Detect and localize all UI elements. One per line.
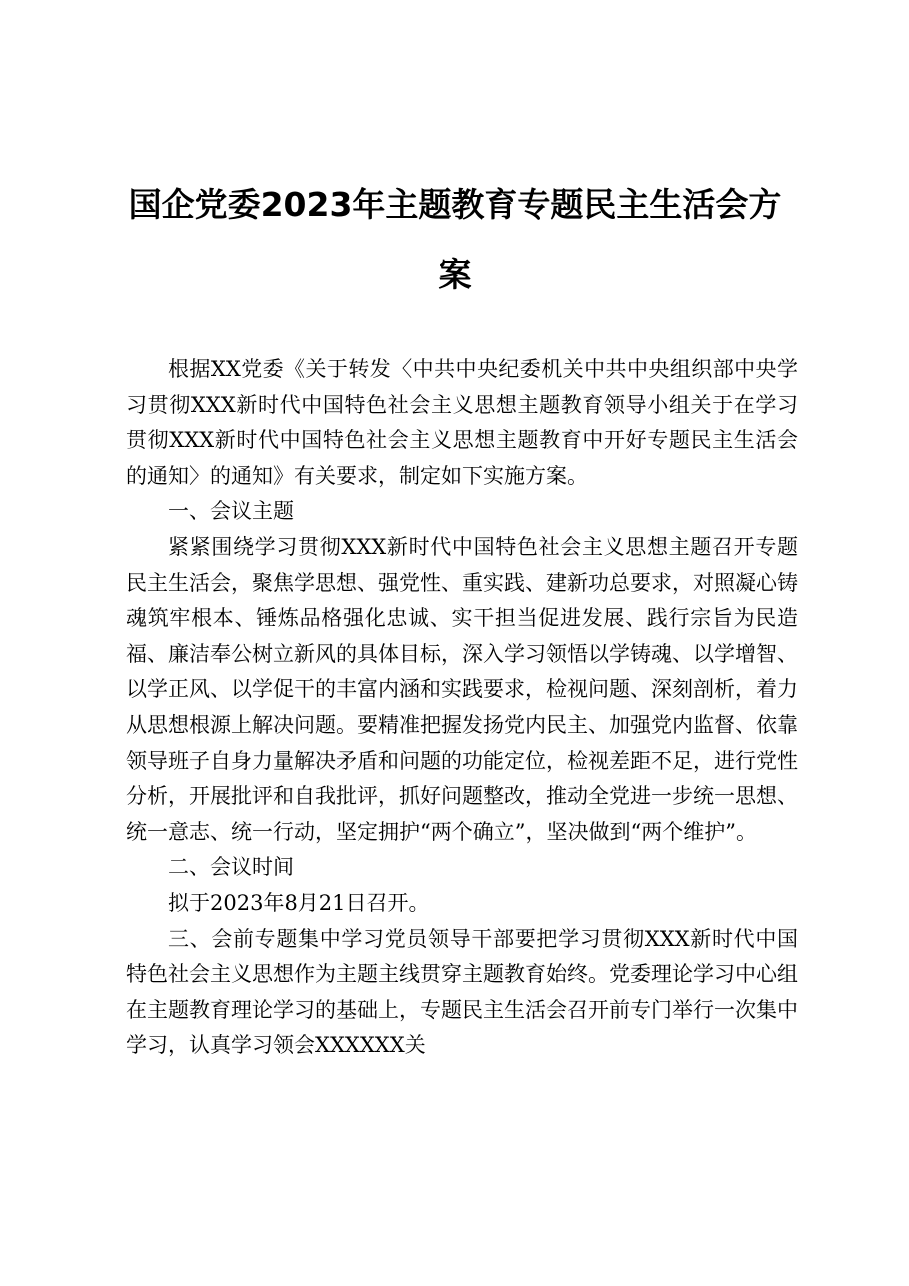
section-heading-meeting-theme: 一、会议主题 — [168, 499, 294, 524]
section-heading-meeting-time: 二、会议时间 — [168, 855, 294, 880]
paragraph-meeting-time: 拟于2023年8月21日召开。 — [168, 890, 430, 915]
document-title: 国企党委2023年主题教育专题民主生活会方案 — [128, 185, 782, 294]
paragraph-pre-meeting-study: 三、会前专题集中学习党员领导干部要把学习贯彻XXX新时代中国特色社会主义思想作为主题主线贯穿主题教育始终。党委理论学习中心组在主题教育理论学习的基础上，专题民主生活会召开前专门举行一次集中学习，认真学习领会XXXXXX关 — [126, 926, 798, 1058]
paragraph-meeting-theme: 紧紧围绕学习贯彻XXX新时代中国特色社会主义思想主题召开专题民主生活会，聚焦学思想、强党性、重实践、建新功总要求，对照凝心铸魂筑牢根本、锤炼品格强化忠诚、实干担当促进发展、践行宗旨为民造福、廉洁奉公树立新风的具体目标，深入学习领悟以学铸魂、以学增智、以学正风、以学促干的丰富内涵和实践要求，检视问题、深刻剖析，着力从思想根源上解决问题。要精准把握发扬党内民主、加强党内监督、依靠领导班子自身力量解决矛盾和问题的功能定位，检视差距不足，进行党性分析，开展批评和自我批评，抓好问题整改，推动全党进一步统一思想、统一意志、统一行动，坚定拥护“两个确立”，坚决做到“两个维护”。 — [126, 534, 798, 844]
document-body — [126, 352, 798, 1064]
paragraph-intro: 根据XX党委《关于转发〈中共中央纪委机关中共中央组织部中央学习贯彻XXX新时代中国特色社会主义思想主题教育领导小组关于在学习贯彻XXX新时代中国特色社会主义思想主题教育中开好专题民主生活会的通知〉的通知》有关要求，制定如下实施方案。 — [126, 357, 798, 488]
